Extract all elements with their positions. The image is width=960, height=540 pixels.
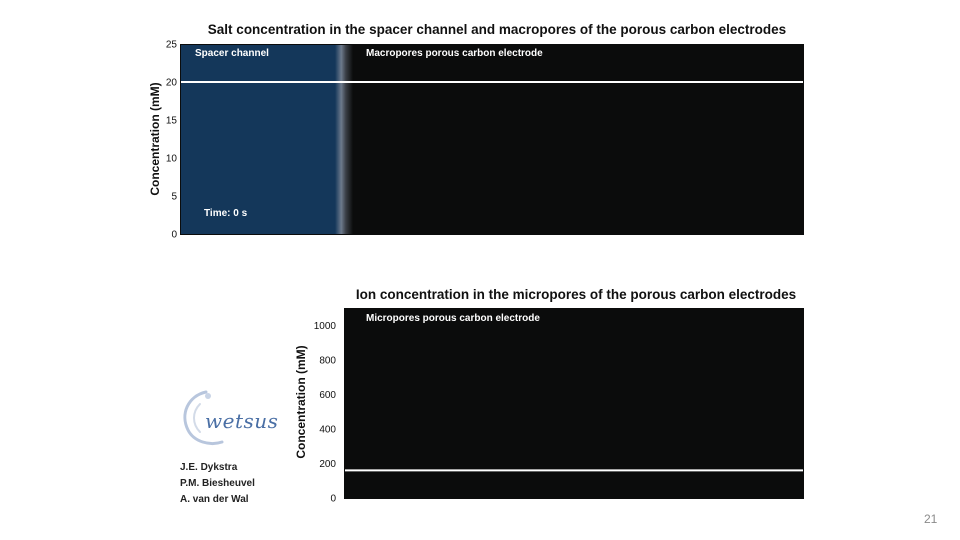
region-label-micropores: Micropores porous carbon electrode — [366, 313, 540, 324]
y-tick-label: 5 — [171, 191, 177, 203]
spacer-channel-region — [181, 45, 335, 234]
y-tick-label: 800 — [319, 355, 336, 367]
y-axis-ticks — [166, 40, 178, 241]
author-name: J.E. Dykstra — [180, 462, 238, 473]
author-name: P.M. Biesheuvel — [180, 478, 255, 489]
author-name: A. van der Wal — [180, 494, 249, 505]
y-tick-label: 10 — [165, 153, 177, 165]
y-axis-label: Concentration (mM) — [294, 345, 308, 459]
region-label-spacer: Spacer channel — [195, 48, 269, 59]
y-tick-label: 25 — [165, 39, 177, 51]
region-label-macropores: Macropores porous carbon electrode — [366, 48, 543, 59]
time-annotation: Time: 0 s — [204, 208, 248, 219]
logo-text: wetsus — [205, 409, 279, 433]
y-tick-label: 20 — [165, 77, 177, 89]
y-tick-label: 600 — [319, 389, 336, 401]
ion-concentration-chart — [294, 287, 804, 505]
chart-title: Salt concentration in the spacer channel and macropores of the porous carbon electrodes — [207, 22, 787, 37]
y-tick-label: 15 — [165, 115, 177, 127]
y-tick-label: 1000 — [313, 320, 336, 332]
y-tick-label: 0 — [330, 493, 336, 505]
electrode-interface — [335, 45, 353, 234]
y-tick-label: 400 — [319, 424, 336, 436]
y-tick-label: 200 — [319, 458, 336, 470]
author-list — [180, 460, 255, 508]
slide-number: 21 — [924, 512, 938, 526]
y-tick-label: 0 — [171, 229, 177, 241]
chart-title: Ion concentration in the micropores of the porous carbon electrodes — [355, 287, 797, 302]
y-axis-label: Concentration (mM) — [148, 82, 162, 196]
salt-concentration-chart — [148, 22, 804, 241]
y-axis-ticks — [314, 321, 337, 505]
